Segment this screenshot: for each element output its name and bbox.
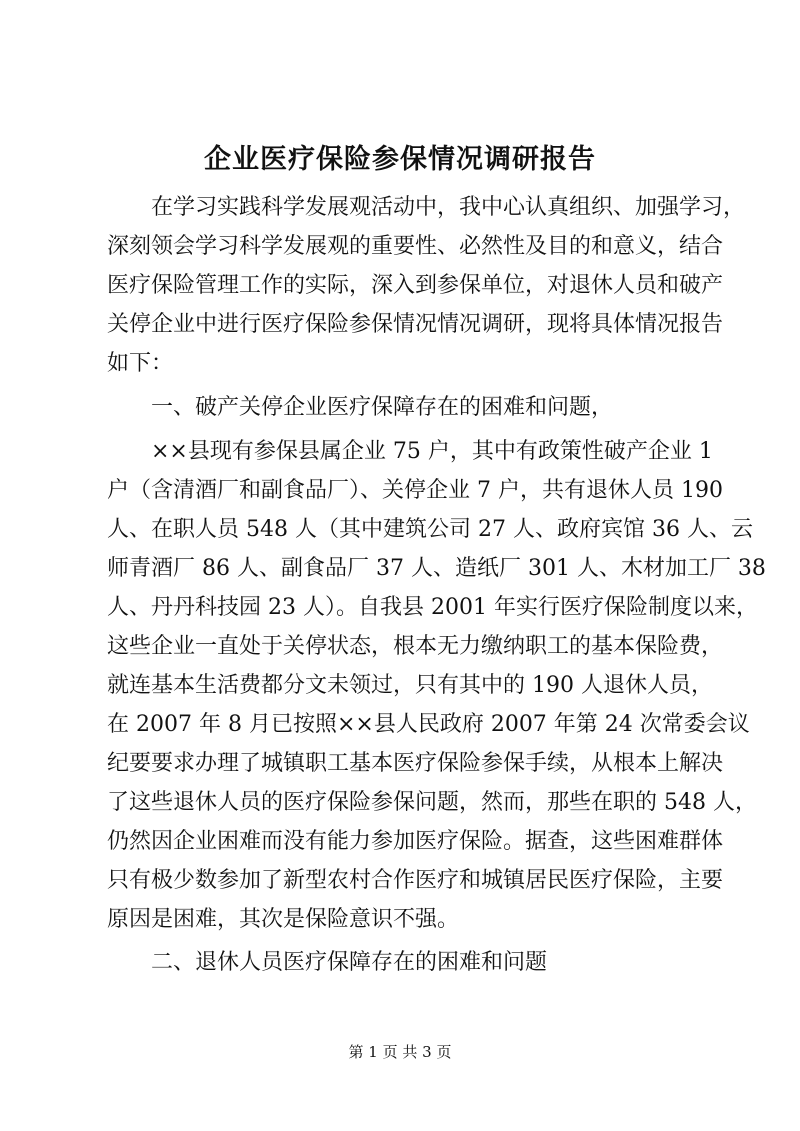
body-line: 在学习实践科学发展观活动中，我中心认真组织、加强学习， — [107, 195, 746, 220]
body-line: 原因是困难，其次是保险意识不强。 — [107, 907, 460, 932]
body-line: 如下： — [107, 351, 174, 376]
body-line: 在 2007 年 8 月已按照××县人民政府 2007 年第 24 次常委会议 — [107, 712, 750, 737]
body-line: 只有极少数参加了新型农村合作医疗和城镇居民医疗保险，主要 — [107, 868, 724, 893]
body-line: 纪要要求办理了城镇职工基本医疗保险参保手续，从根本上解决 — [107, 751, 724, 776]
section-heading: 一、破产关停企业医疗保障存在的困难和问题， — [107, 395, 614, 420]
body-line: 仍然因企业困难而没有能力参加医疗保险。据查，这些困难群体 — [107, 829, 724, 854]
body-line: 了这些退休人员的医疗保险参保问题，然而，那些在职的 548 人， — [107, 790, 757, 815]
body-line: 人、在职人员 548 人（其中建筑公司 27 人、政府宾馆 36 人、云 — [107, 517, 753, 542]
body-line: ××县现有参保县属企业 75 户，其中有政策性破产企业 1 — [107, 439, 713, 464]
section-heading: 二、退休人员医疗保障存在的困难和问题 — [107, 950, 548, 975]
body-line: 就连基本生活费都分文未领过，只有其中的 190 人退休人员， — [107, 673, 713, 698]
page-number-footer: 第 1 页 共 3 页 — [348, 1043, 452, 1061]
body-line: 医疗保险管理工作的实际，深入到参保单位，对退休人员和破产 — [107, 273, 724, 298]
body-line: 关停企业中进行医疗保险参保情况情况调研，现将具体情况报告 — [107, 312, 724, 337]
body-line: 人、丹丹科技园 23 人）。自我县 2001 年实行医疗保险制度以来， — [107, 595, 758, 620]
document-title: 企业医疗保险参保情况调研报告 — [204, 144, 596, 175]
body-line: 户（含清酒厂和副食品厂）、关停企业 7 户，共有退休人员 190 — [107, 478, 723, 503]
body-line: 师青酒厂 86 人、副食品厂 37 人、造纸厂 301 人、木材加工厂 38 — [107, 556, 766, 581]
body-line: 这些企业一直处于关停状态，根本无力缴纳职工的基本保险费， — [107, 634, 724, 659]
body-line: 深刻领会学习科学发展观的重要性、必然性及目的和意义，结合 — [107, 234, 724, 259]
